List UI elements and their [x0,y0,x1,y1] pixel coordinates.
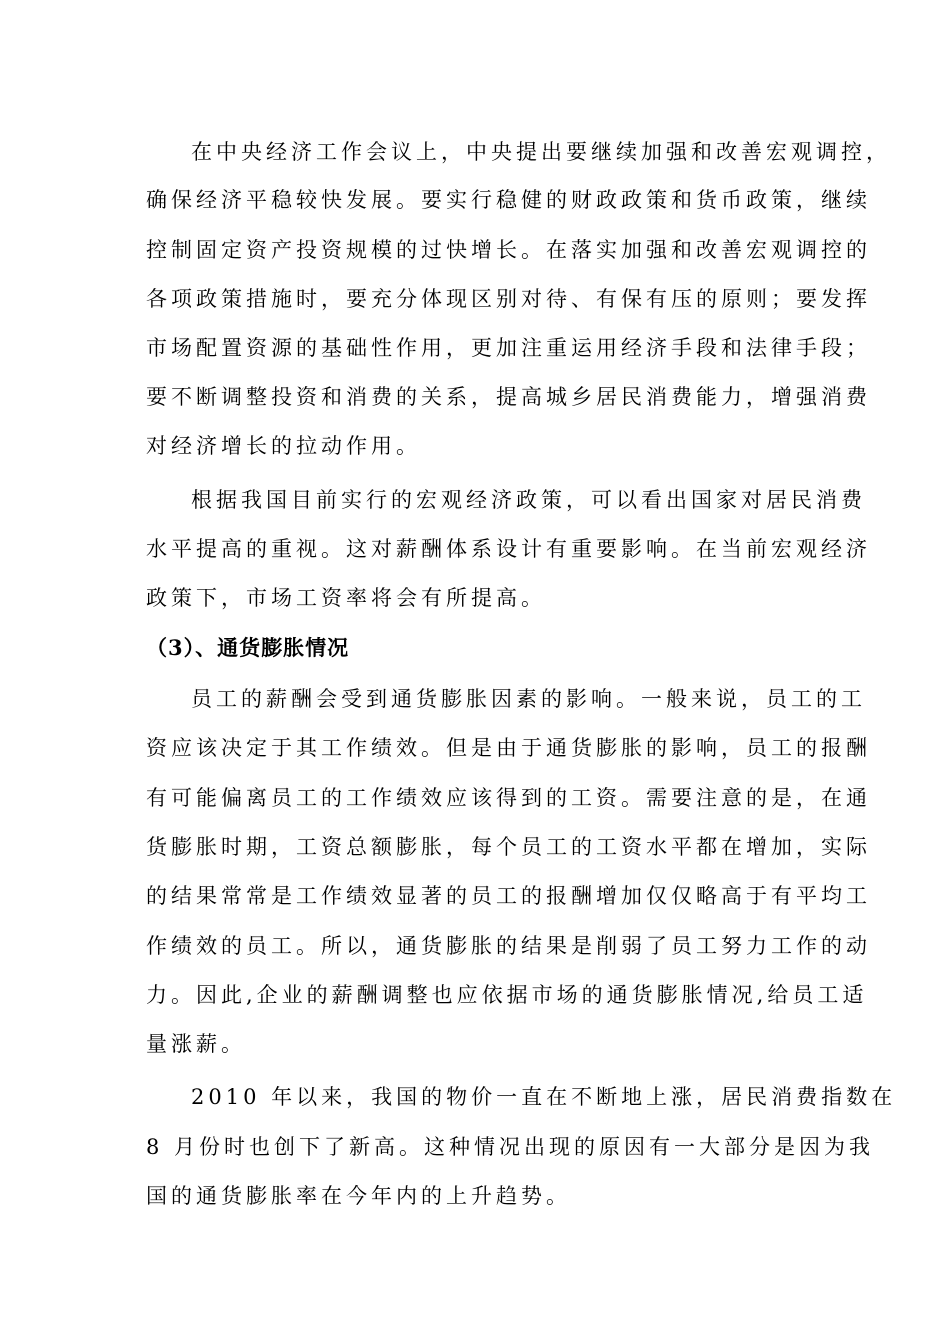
text-line: 作绩效的员工。所以，通货膨胀的结果是削弱了员工努力工作的动 [146,934,871,958]
text-line: 货膨胀时期，工资总额膨胀，每个员工的工资水平都在增加，实际 [146,835,871,859]
text-line: 各项政策措施时，要充分体现区别对待、有保有压的原则；要发挥 [146,287,871,311]
text-line: 市场配置资源的基础性作用，更加注重运用经济手段和法律手段； [146,336,871,360]
section-heading: （3）、通货膨胀情况 [146,635,350,660]
text-line: 根据我国目前实行的宏观经济政策，可以看出国家对居民消费 [191,488,866,512]
text-line: 有可能偏离员工的工作绩效应该得到的工资。需要注意的是，在通 [146,786,871,810]
text-line: 员工的薪酬会受到通货膨胀因素的影响。一般来说，员工的工 [191,687,866,711]
text-line: 2010 年以来，我国的物价一直在不断地上涨，居民消费指数在 [191,1085,897,1109]
text-line: 力。因此,企业的薪酬调整也应依据市场的通货膨胀情况,给员工适 [146,983,868,1007]
text-line: 要不断调整投资和消费的关系，提高城乡居民消费能力，增强消费 [146,385,871,409]
text-line: 水平提高的重视。这对薪酬体系设计有重要影响。在当前宏观经济 [146,537,871,561]
text-line: 在中央经济工作会议上，中央提出要继续加强和改善宏观调控， [191,140,891,164]
text-line: 对经济增长的拉动作用。 [146,434,421,458]
text-line: 政策下，市场工资率将会有所提高。 [146,586,546,610]
text-line: 的结果常常是工作绩效显著的员工的报酬增加仅仅略高于有平均工 [146,884,871,908]
text-line: 确保经济平稳较快发展。要实行稳健的财政政策和货币政策，继续 [146,188,871,212]
text-line: 国的通货膨胀率在今年内的上升趋势。 [146,1184,571,1208]
text-line: 8 月份时也创下了新高。这种情况出现的原因有一大部分是因为我 [146,1135,875,1159]
text-line: 量涨薪。 [146,1032,246,1056]
text-line: 资应该决定于其工作绩效。但是由于通货膨胀的影响，员工的报酬 [146,736,871,760]
text-line: 控制固定资产投资规模的过快增长。在落实加强和改善宏观调控的 [146,238,871,262]
